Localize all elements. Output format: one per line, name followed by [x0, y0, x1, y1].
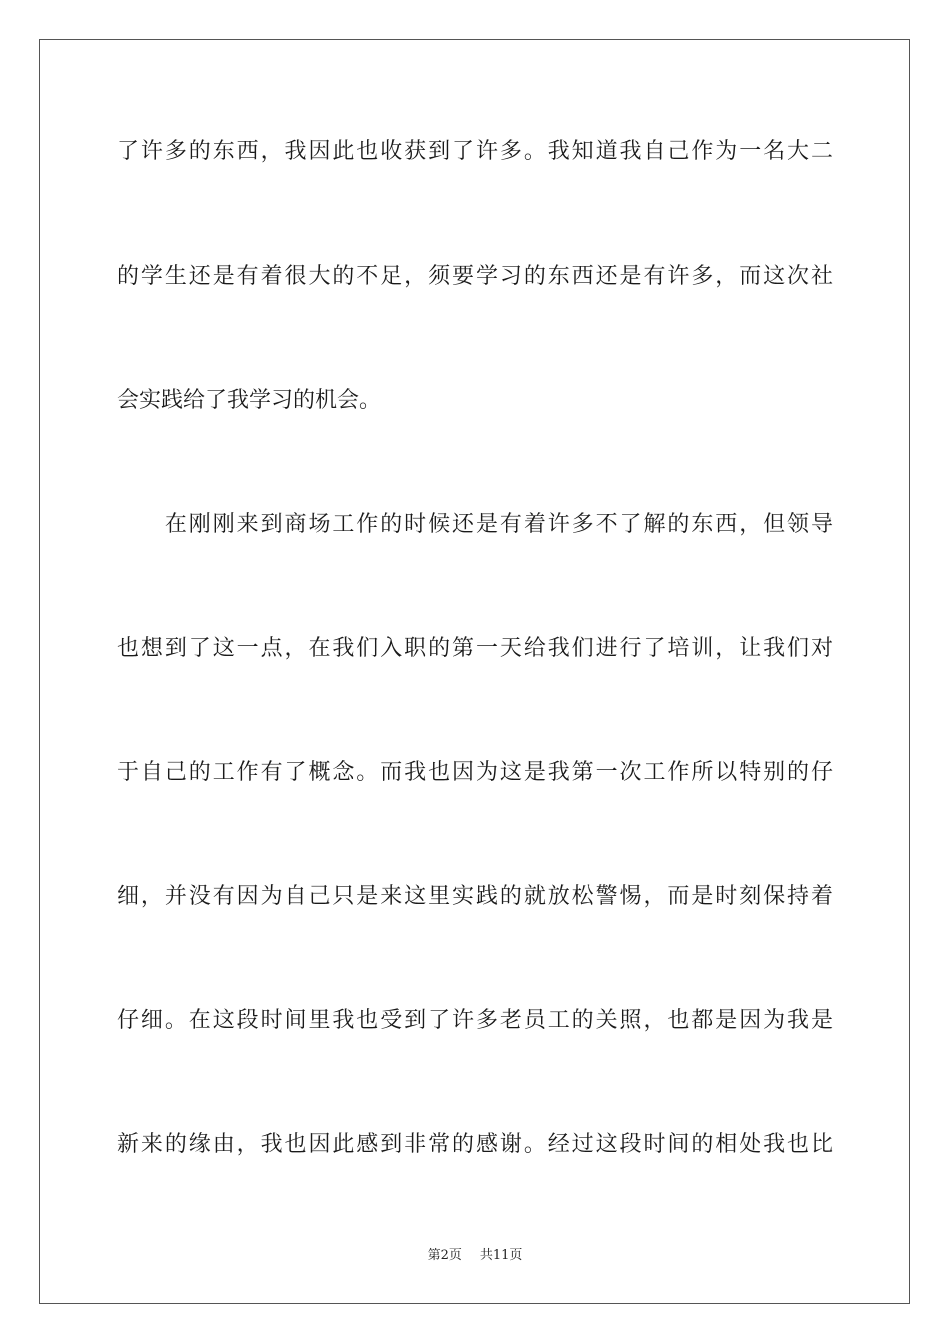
text-line-3: 会实践给了我学习的机会。 — [117, 388, 382, 413]
text-line-4: 在刚刚来到商场工作的时候还是有着许多不了解的东西，但领导 — [117, 512, 833, 537]
page-footer — [0, 1247, 950, 1265]
page-number: 第2页 — [427, 1248, 462, 1263]
text-line-2: 的学生还是有着很大的不足，须要学习的东西还是有许多，而这次社 — [117, 264, 833, 289]
text-line-7: 细，并没有因为自己只是来这里实践的就放松警惕，而是时刻保持着 — [117, 884, 833, 909]
text-line-6: 于自己的工作有了概念。而我也因为这是我第一次工作所以特别的仔 — [117, 760, 833, 785]
text-line-1: 了许多的东西，我因此也收获到了许多。我知道我自己作为一名大二 — [117, 139, 833, 164]
page-border — [39, 39, 910, 1304]
text-line-8: 仔细。在这段时间里我也受到了许多老员工的关照，也都是因为我是 — [117, 1008, 833, 1033]
text-line-5: 也想到了这一点，在我们入职的第一天给我们进行了培训，让我们对 — [117, 636, 833, 661]
page-total: 共11页 — [479, 1248, 523, 1263]
text-line-9: 新来的缘由，我也因此感到非常的感谢。经过这段时间的相处我也比 — [117, 1132, 833, 1157]
